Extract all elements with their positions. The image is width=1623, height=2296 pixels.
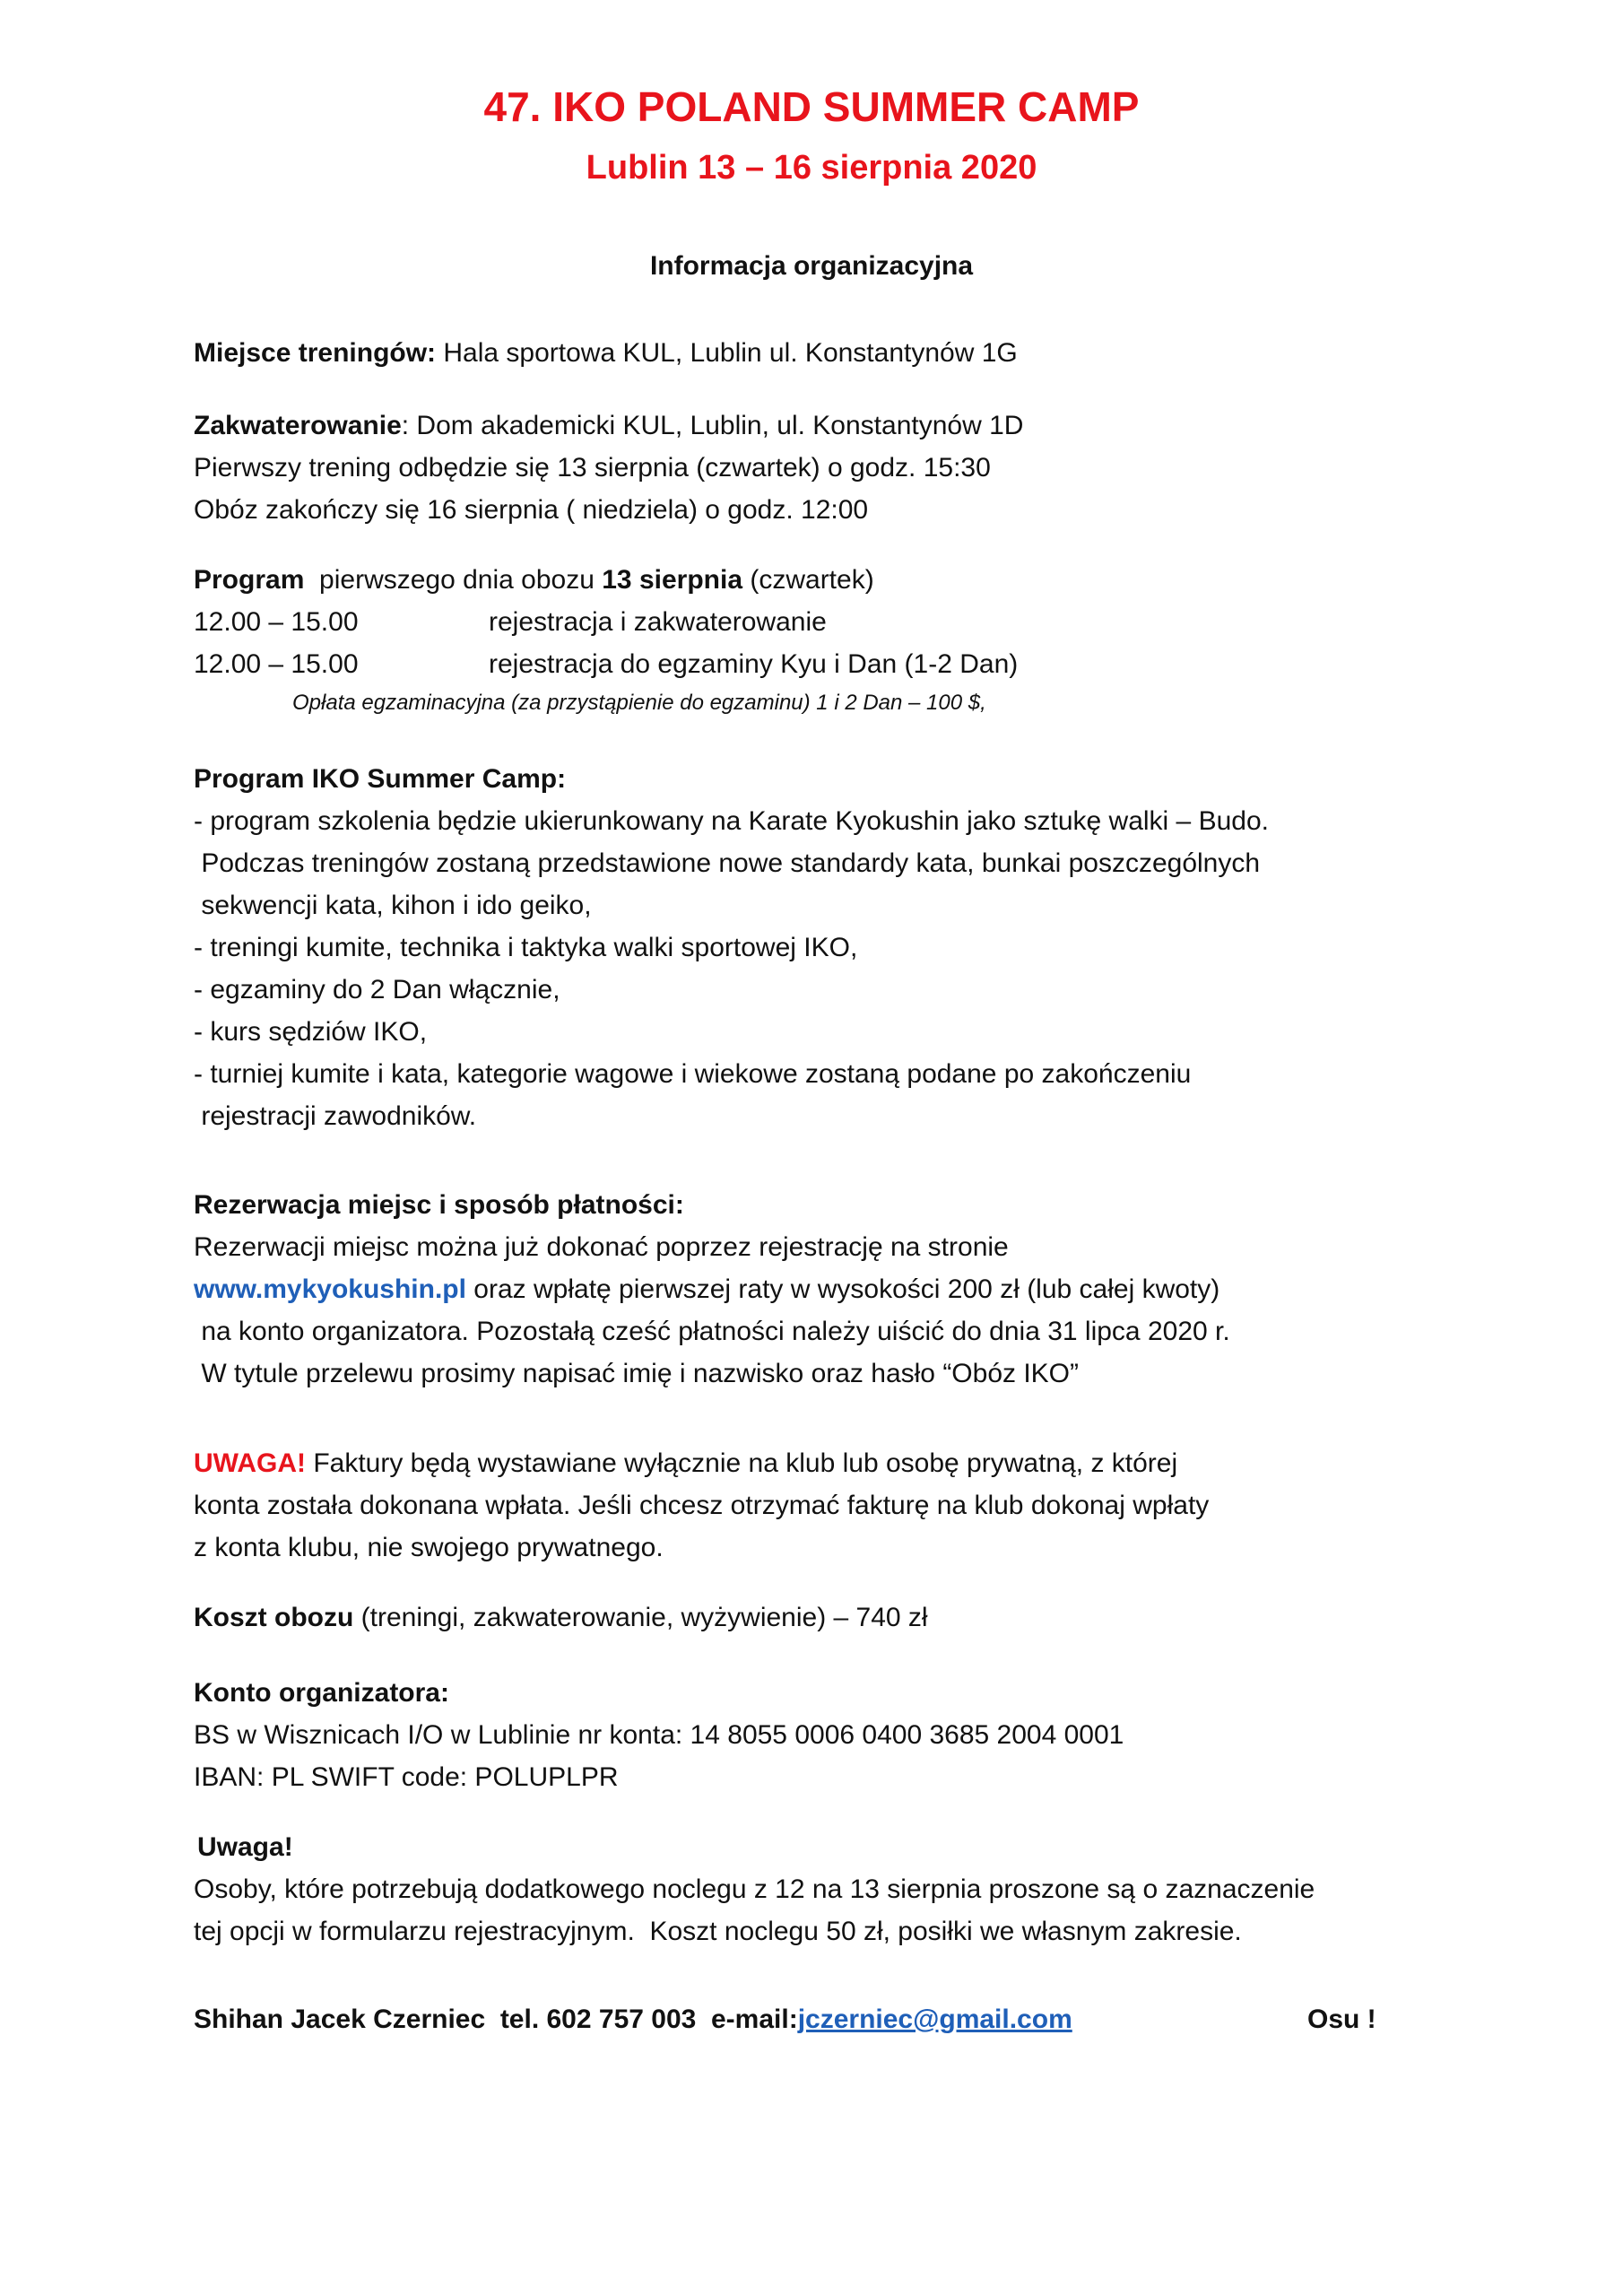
cost-label: Koszt obozu	[194, 1603, 354, 1632]
reservation-line: W tytule przelewu prosimy napisać imię i nazwisko oraz hasło “Obóz IKO”	[194, 1359, 1080, 1388]
day1-program-text: pierwszego dnia obozu	[304, 565, 603, 595]
cost-text: (treningi, zakwaterowanie, wyżywienie) – 740 zł	[353, 1603, 928, 1632]
day1-program-weekday: (czwartek)	[742, 565, 874, 595]
schedule-time: 12.00 – 15.00	[194, 607, 359, 637]
schedule-desc: rejestracja i zakwaterowanie	[489, 607, 827, 637]
accommodation-section	[194, 404, 1485, 531]
schedule-row	[194, 643, 1485, 685]
schedule-time: 12.00 – 15.00	[194, 649, 359, 679]
schedule-row	[194, 601, 1485, 643]
accommodation-text: : Dom akademicki KUL, Lublin, ul. Konstantynów 1D	[401, 411, 1024, 440]
first-training-line: Pierwszy trening odbędzie się 13 sierpnia (czwartek) o godz. 15:30	[194, 453, 991, 483]
footer-contact	[194, 1998, 1395, 2040]
exam-fee-note: Opłata egzaminacyjna (za przystąpienie do egzaminu) 1 i 2 Dan – 100 $,	[292, 691, 986, 715]
account-heading: Konto organizatora:	[194, 1678, 449, 1708]
list-item: Podczas treningów zostaną przedstawione nowe standardy kata, bunkai poszczególnych	[194, 848, 1261, 878]
website-link[interactable]: www.mykyokushin.pl	[194, 1274, 466, 1304]
account-section	[194, 1672, 1485, 1798]
reservation-section	[194, 1184, 1485, 1395]
camp-end-line: Obóz zakończy się 16 sierpnia ( niedziela) o godz. 12:00	[194, 495, 869, 525]
reservation-line: Rezerwacji miejsc można już dokonać poprzez rejestrację na stronie	[194, 1232, 1009, 1262]
notice-line: tej opcji w formularzu rejestracyjnym. Koszt noclegu 50 zł, posiłki we własnym zakresie.	[194, 1917, 1242, 1946]
venue-text: Hala sportowa KUL, Lublin ul. Konstantynów 1G	[436, 338, 1018, 368]
notice-heading: Uwaga!	[197, 1832, 293, 1862]
list-item: sekwencji kata, kihon i ido geiko,	[194, 891, 592, 920]
list-item: rejestracji zawodników.	[194, 1101, 477, 1131]
accommodation-line	[194, 404, 1485, 447]
venue-section	[194, 332, 1485, 374]
reservation-text: oraz wpłatę pierwszej raty w wysokości 200 zł (lub całej kwoty)	[465, 1274, 1220, 1304]
cost-line	[194, 1596, 1485, 1639]
notice-line: Osoby, które potrzebują dodatkowego noclegu z 12 na 13 sierpnia proszone są o zaznaczenie	[194, 1874, 1315, 1904]
reservation-line	[194, 1268, 1485, 1310]
section-heading: Informacja organizacyjna	[649, 251, 974, 281]
account-number: BS w Wisznicach I/O w Lublinie nr konta: 14 8055 0006 0400 3685 2004 0001	[194, 1720, 1124, 1750]
list-item: - treningi kumite, technika i taktyka walki sportowej IKO,	[194, 933, 858, 962]
signoff: Osu !	[1307, 2005, 1376, 2034]
accommodation-label: Zakwaterowanie	[194, 411, 402, 440]
notice-section	[194, 1826, 1485, 1952]
warning-line: z konta klubu, nie swojego prywatnego.	[194, 1533, 664, 1562]
camp-program-section	[194, 758, 1485, 1137]
list-item: - turniej kumite i kata, kategorie wagowe i wiekowe zostaną podane po zakończeniu	[194, 1059, 1192, 1089]
day1-program-label: Program	[194, 565, 305, 595]
day1-program-date: 13 sierpnia	[602, 565, 743, 595]
cost-section	[194, 1596, 1485, 1639]
list-item: - kurs sędziów IKO,	[194, 1017, 428, 1047]
warning-line	[194, 1442, 1485, 1484]
schedule-desc: rejestracja do egzaminy Kyu i Dan (1-2 Dan)	[489, 649, 1019, 679]
email-link[interactable]: jczerniec@gmail.com	[797, 2005, 1072, 2034]
warning-label: UWAGA!	[194, 1448, 306, 1478]
warning-line: konta została dokonana wpłata. Jeśli chcesz otrzymać fakturę na klub dokonaj wpłaty	[194, 1491, 1210, 1520]
page-subtitle: Lublin 13 – 16 sierpnia 2020	[586, 149, 1037, 187]
reservation-heading: Rezerwacja miejsc i sposób płatności:	[194, 1190, 684, 1220]
account-iban: IBAN: PL SWIFT code: POLUPLPR	[194, 1762, 619, 1792]
contact-text: Shihan Jacek Czerniec tel. 602 757 003 e-mail:	[194, 2005, 798, 2034]
day1-program-section	[194, 559, 1485, 721]
day1-program-heading	[194, 559, 1485, 601]
reservation-line: na konto organizatora. Pozostałą cześć płatności należy uiścić do dnia 31 lipca 2020 r.	[194, 1317, 1230, 1346]
list-item: - egzaminy do 2 Dan włącznie,	[194, 975, 560, 1004]
camp-program-heading: Program IKO Summer Camp:	[194, 764, 567, 794]
list-item: - program szkolenia będzie ukierunkowany na Karate Kyokushin jako sztukę walki – Budo.	[194, 806, 1269, 836]
warning-section	[194, 1442, 1485, 1569]
warning-text: Faktury będą wystawiane wyłącznie na klub lub osobę prywatną, z której	[305, 1448, 1178, 1478]
page-title: 47. IKO POLAND SUMMER CAMP	[483, 83, 1140, 130]
venue-label: Miejsce treningów:	[194, 338, 437, 368]
venue-line	[194, 332, 1485, 374]
